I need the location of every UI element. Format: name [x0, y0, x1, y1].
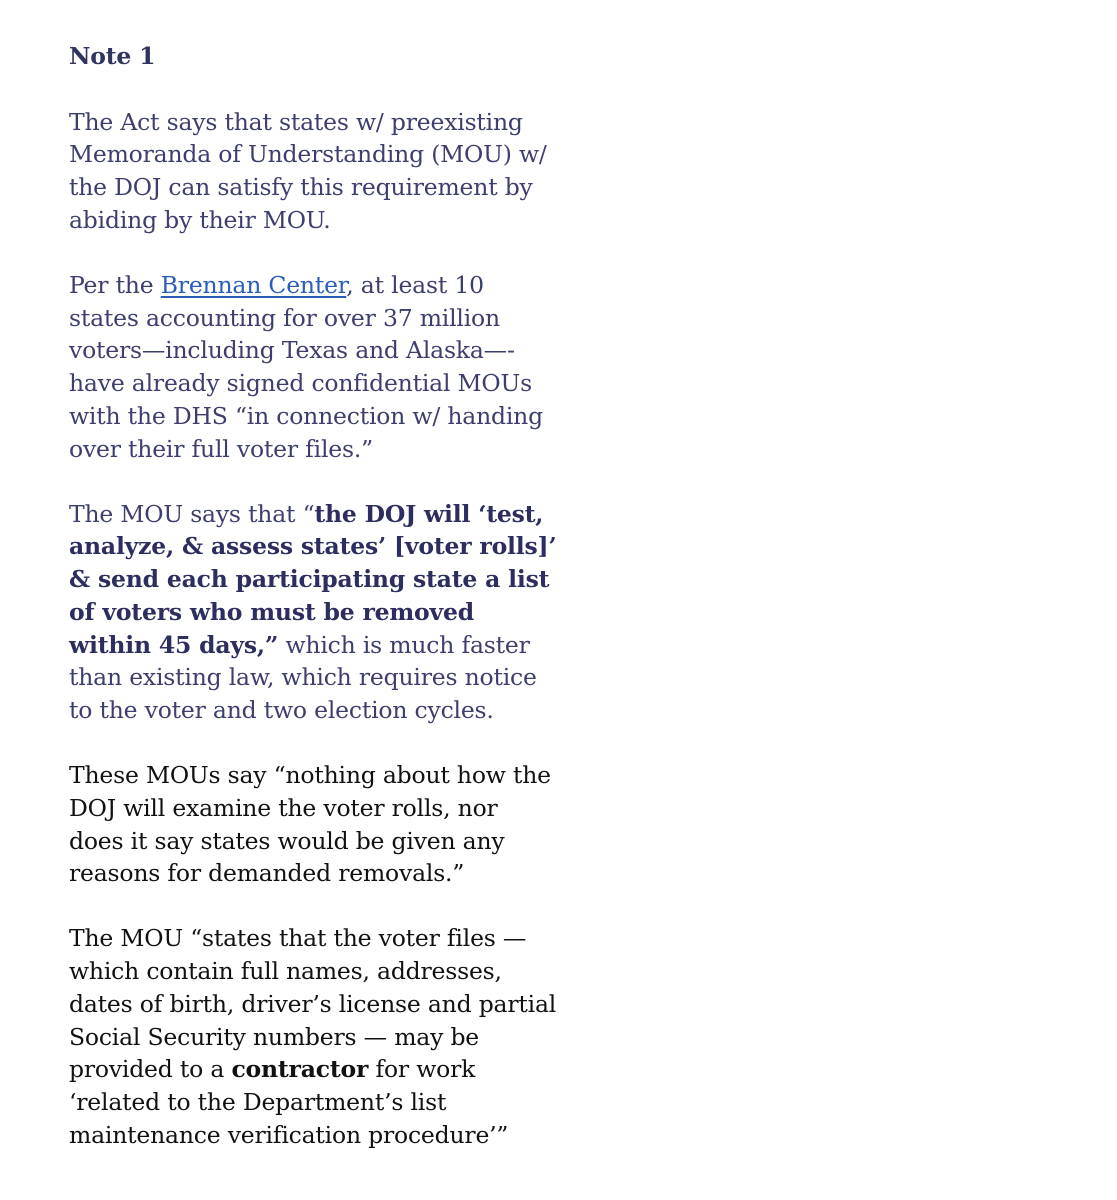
paragraph-text-lead: Per the: [69, 271, 161, 300]
emphasized-quote: the DOJ will ‘test, analyze, & assess states’ [voter rolls]’ & send each participating state a list of voters who must be removed within 45 days,”: [69, 499, 557, 659]
paragraph-text-lead: The MOU says that “: [69, 499, 315, 528]
paragraph-text-rest: which is much faster than existing law, which requires notice to the voter and two election cycles.: [69, 630, 537, 724]
paragraph-text: These MOUs say “nothing about how the DOJ will examine the voter rolls, nor does it say states would be given any reasons for demanded removals.”: [69, 761, 551, 888]
paragraph-text-rest: for work ‘related to the Department’s list maintenance verification procedure’”: [69, 1055, 509, 1149]
note-document: [69, 40, 559, 1184]
paragraph-brennan-center: [69, 269, 559, 465]
brennan-center-link[interactable]: Brennan Center: [160, 271, 347, 300]
paragraph-mou-requirement: [69, 106, 559, 237]
paragraph-mou-contractor: [69, 922, 559, 1151]
note-title: Note 1: [69, 42, 156, 70]
paragraph-text-lead: The MOU “states that the voter files — which contain full names, addresses, dates of birth, driver’s license and partial Social Security numbers — may be provided to a: [69, 924, 557, 1084]
paragraph-mou-silence: [69, 759, 559, 890]
paragraph-text-rest: , at least 10 states accounting for over 37 million voters—including Texas and Alaska—- have already signed confidential MOUs with the DHS “in connection w/ handing over their full voter files.”: [69, 271, 543, 463]
emphasized-contractor: contractor: [231, 1055, 369, 1084]
paragraph-mou-removal: [69, 498, 559, 727]
paragraph-text: The Act says that states w/ preexisting Memoranda of Understanding (MOU) w/ the DOJ can satisfy this requirement by abiding by their MOU.: [69, 107, 547, 234]
